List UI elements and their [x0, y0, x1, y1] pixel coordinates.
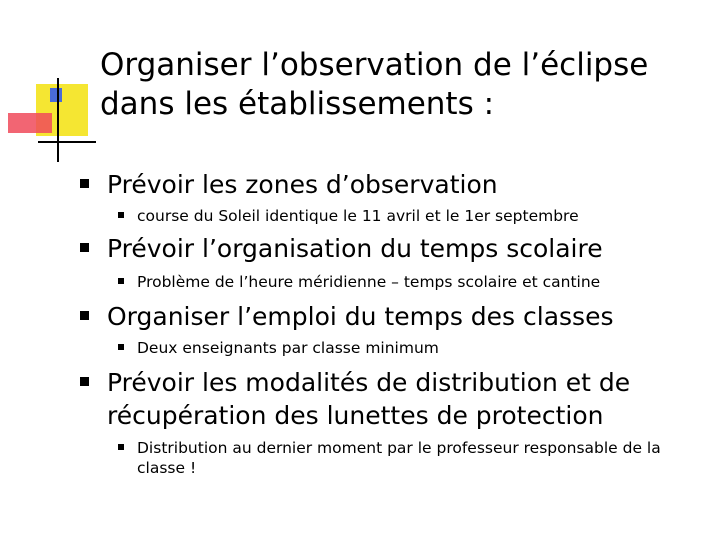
bullet-text [107, 366, 687, 432]
square-bullet-icon [80, 243, 89, 252]
sub-bullet-text-line-2: classe ! [137, 459, 197, 477]
bullet-text: Organiser l’emploi du temps des classes [107, 302, 614, 331]
slide-title-line-2: dans les établissements : [100, 86, 495, 122]
square-sub-bullet-icon [118, 444, 124, 450]
square-bullet-icon [80, 311, 89, 320]
sub-bullet-text: Deux enseignants par classe minimum [137, 339, 439, 357]
bullet-text-line-1: Prévoir les modalités de distribution et de [107, 368, 631, 397]
square-sub-bullet-icon [118, 344, 124, 350]
square-sub-bullet-icon [118, 212, 124, 218]
square-bullet-icon [80, 377, 89, 386]
bullet-text-line-2: récupération des lunettes de protection [107, 401, 604, 430]
sub-bullet-text-line-1: Distribution au dernier moment par le professeur responsable de la [137, 439, 661, 457]
square-bullet-icon [80, 179, 89, 188]
square-sub-bullet-icon [118, 278, 124, 284]
bullet-text: Prévoir l’organisation du temps scolaire [107, 234, 603, 263]
bullet-text: Prévoir les zones d’observation [107, 170, 498, 199]
sub-bullet-text [137, 438, 682, 478]
slide-title-line-1: Organiser l’observation de l’éclipse [100, 47, 649, 83]
sub-bullet-text: course du Soleil identique le 11 avril et le 1er septembre [137, 207, 579, 225]
sub-bullet-text: Problème de l’heure méridienne – temps scolaire et cantine [137, 273, 601, 291]
